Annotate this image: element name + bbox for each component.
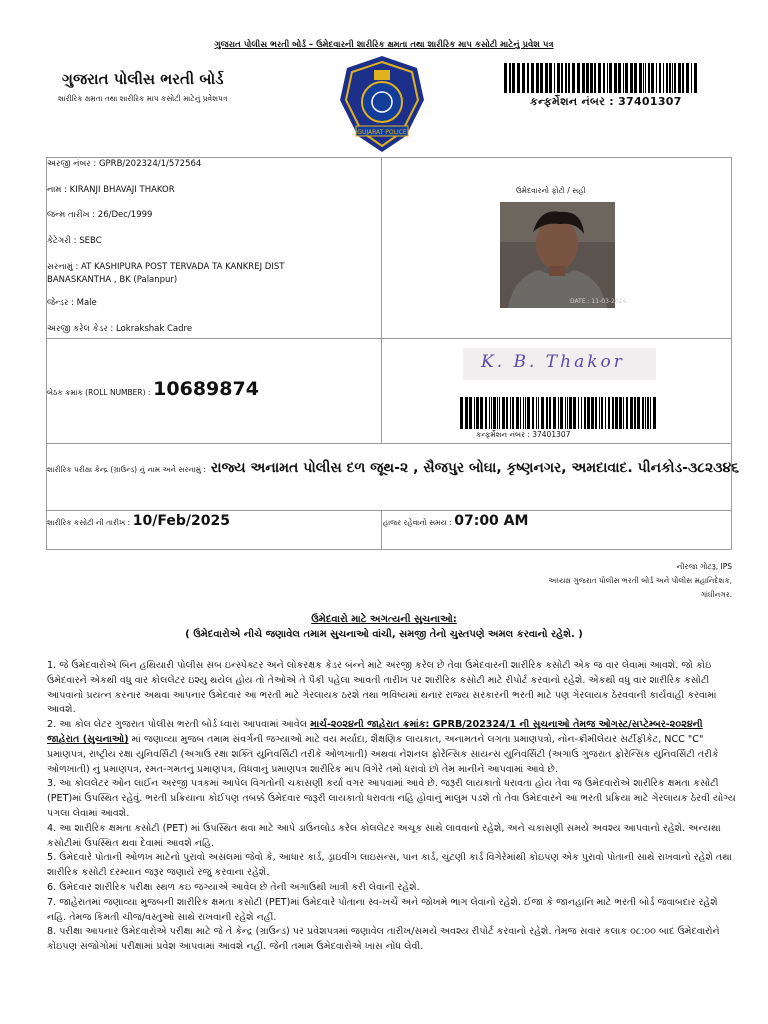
- reporting-time-value: 07:00 AM: [454, 513, 529, 529]
- roll-number-row: [47, 378, 259, 400]
- gender: જેન્ડર : Male: [47, 298, 97, 308]
- instruction-item: 1. જે ઉમેદવારોએ બિન હથિયારી પોલીસ સબ ઇન્સ્પેક્ટર અને લોકરક્ષક કેડર બંન્ને માટે અરજી કરેલ છે તેવા ઉમેદવારની શારીરિક કસોટી એક જ વાર લેવામાં આવશે. જો કોઇ ઉમેદવારને એકથી વધુ વાર કોલલેટર ઇશ્યુ થયેલ હોય તો તેઓએ તે પૈકી પહેલા આવતી તારીખ પર શારીરિક કસોટી માટે રીપોર્ટ કરવાનો રહેશે. એકથી વધુ વાર શારીરિક કસોટી આપવાનો પ્રયત્ન કરનાર અથવા આપનાર ઉમેદવાર આ ભરતી માટે ગેરલાયક ઠરશે તથા ભવિષ્યમાં થનાર રાજ્ય સરકારની ભરતી માટે પણ ગેરલાયક ઠેરવવાની કાર્યવાહી કરવામાં આવશે.: [47, 660, 717, 716]
- confirmation-number-top: કન્ફર્મેશન નંબર : 37401307: [530, 95, 682, 108]
- confirmation-barcode: [460, 397, 658, 429]
- instructions-heading: ઉમેદવારો માટે અગત્યની સુચનાઓ:: [311, 614, 457, 625]
- venue-label: શારીરિક પરીક્ષા કેન્દ્ર (ગ્રાઉન્ડ) નું નામ અને સરનામું :: [47, 465, 206, 474]
- exam-date-row: [47, 513, 230, 529]
- signature-text: K. B. Thakor: [481, 352, 625, 372]
- date-of-birth: જન્મ તારીખ : 26/Dec/1999: [47, 210, 153, 220]
- instruction-item: 2. આ કોલ લેટર ગુજરાત પોલીસ ભરતી બોર્ડ ધ્વારા આપવામાં આવેલ માર્ચ-૨૦૨૪ની જાહેરાત ક્રમાંક: GPRB/202324/1 ની સુચનાઓ તેમજ ઓગસ્ટ/સપ્ટેમ્બર-૨૦૨૪ની જાહેરાત (સુચનાઓ) માં જણાવ્યા મુજબ તમામ સંવર્ગની જગ્યાઓ માટે વય મર્યાદા, શૈક્ષણિક લાયકાત, અનામતને લગતા પ્રમાણપત્રો, નોન-ક્રીમીલેયર સર્ટીફીકેટ, NCC "C" પ્રમાણપત્ર, રાષ્ટ્રીય રક્ષા યુનિવર્સિટી (અગાઉ રક્ષા શક્તિ યુનિવર્સિટી તરીકે ઓળખાતી) અથવા નેશનલ ફોરેન્સિક સાયન્સ યુનિવર્સિટી (અગાઉ ગુજરાત ફોરેન્સિક યુનિવર્સિટી તરીકે ઓળખાતી) નું પ્રમાણપત્ર, રમત-ગમતનું પ્રમાણપત્ર, વિધવાનું પ્રમાણપત્ર શારીરિક માપ વિગેરે તમો ધરાવો છો તેમ માનીને આપવામાં આવે છે.: [47, 719, 719, 775]
- candidate-signature: [463, 348, 656, 380]
- instruction-item: 4. આ શારીરિક ક્ષમતા કસોટી (PET) માં ઉપસ્થિત થવા માટે આપે ડાઉનલોડ કરેલ કોલલેટર અચૂક સાથે લાવવાનો રહેશે, અને ચકાસણી સમયે અવશ્ય આપવાનો રહેશે. અન્યથા કસોટીમાં ઉપસ્થિત થવા દેવામાં આવશે નહિ.: [47, 822, 721, 849]
- exam-venue: [47, 457, 747, 481]
- confirmation-number: કન્ફર્મેશન નંબર : 37401307: [476, 430, 571, 439]
- instruction-item: 8. પરીક્ષા આપનાર ઉમેદવારોએ પરીક્ષા માટે જે તે કેન્દ્ર (ગ્રાઉન્ડ) પર પ્રવેશપત્રમાં જણાવેલ તારીખ/સમયે અવશ્ય રીપોર્ટ કરવાનો રહેશે. તેમજ સવાર કલાક ૦૮:૦૦ બાદ ઉમેદવારોને કોઇપણ સંજોગોમાં પરીક્ષામાં પ્રવેશ આપવામાં આવશે નહીં. જેની તમામ ઉમેદવારોએ ખાસ નોંધ લેવી.: [47, 926, 720, 953]
- roll-number-value: 10689874: [153, 378, 259, 400]
- reporting-time-label: હાજર રહેવાનો સમય :: [383, 518, 452, 527]
- instruction-item: 6. ઉમેદવાર શારીરિક પરીક્ષા સ્થળ કઇ જગ્યાએ આવેલ છે તેની અગાઉથી ખાત્રી કરી લેવાની રહેશે.: [47, 881, 420, 893]
- instructions-list: [47, 659, 737, 955]
- confirmation-barcode-top: [504, 63, 700, 93]
- board-subtitle: શારીરિક ક્ષમતા તથા શારીરિક માપ કસોટી માટેનું પ્રવેશપત્ર: [58, 94, 228, 103]
- address-line-2: BANASKANTHA , BK (Palanpur): [47, 275, 178, 285]
- exam-date-label: શારીરિક કસોટી ની તારીખ :: [47, 518, 131, 527]
- photo-signature-label: ઉમેદવારનો ફોટો / સહી: [516, 186, 586, 195]
- reporting-time-row: [383, 513, 528, 529]
- venue-value: રાજ્ય અનામત પોલીસ દળ જૂથ-૨ , સૈજપુર બોઘા, કૃષ્ણનગર, અમદાવાદ. પીનકોડ-૩૮૨૩૪૬: [210, 460, 740, 476]
- address-line-1: સરનામું : AT KASHIPURA POST TERVADA TA KANKREJ DIST: [47, 262, 285, 272]
- exam-date-value: 10/Feb/2025: [132, 513, 230, 529]
- gujarat-police-emblem: [322, 54, 442, 154]
- candidate-name: નામ : KIRANJI BHAVAJI THAKOR: [47, 185, 175, 195]
- officer-designation: અધ્યક્ષ ગુજરાત પોલીસ ભરતી બોર્ડ અને પોલીસ મહાનિદેશક,: [548, 576, 732, 585]
- instructions-subheading: ( ઉમેદવારોએ નીચે જણાવેલ તમામ સુચનાઓ વાંચી, સમજી તેનો ચુસ્તપણે અમલ કરવાનો રહેશે. ): [185, 629, 583, 640]
- admit-card-title: ગુજરાત પોલીસ ભરતી બોર્ડ – ઉમેદવારની શારીરિક ક્ષમતા તથા શારીરિક માપ કસોટી માટેનું પ્રવેશ પત્ર: [214, 40, 554, 50]
- roll-number-label: બેઠક ક્રમાંક (ROLL NUMBER) :: [47, 388, 151, 397]
- candidate-photo: [500, 202, 627, 308]
- officer-name: નીરજા ગોટરૂ, IPS: [676, 562, 732, 571]
- emblem-text: GUJARAT POLICE: [357, 129, 407, 136]
- instruction-item: 5. ઉમેદવારે પોતાની ઓળખ માટેનો પુરાવો અસલમાં જેવો કે, આધાર કાર્ડ, ડ્રાઇવીંગ લાઇસન્સ, પાન કાર્ડ, ચુંટણી કાર્ડ વિગેરેમાંથી કોઇપણ એક પુરાવો પોતાની સાથે રાખવાનો રહેશે તથા શારીરિક કસોટી દરમ્યાન જરૂર જણાયે રજુ કરવાના રહેશે.: [47, 852, 732, 879]
- officer-place: ગાંધીનગર.: [700, 590, 732, 599]
- board-name: ગુજરાત પોલીસ ભરતી બોર્ડ: [62, 70, 224, 88]
- application-number: અરજી નંબર : GPRB/202324/1/572564: [47, 159, 202, 169]
- svg-text:DATE : 11-03-2024: DATE : 11-03-2024: [570, 298, 627, 305]
- applied-cadre: અરજી કરેલ કેડર : Lokrakshak Cadre: [47, 324, 193, 334]
- category: કેટેગરી : SEBC: [47, 236, 102, 246]
- issuing-officer: [548, 560, 732, 602]
- instruction-item: 3. આ કોલલેટર ઓન લાઈન અરજી પત્રકમાં આપેલ વિગતોની ચકાસણી કર્યા વગર આપવામાં આવે છે. જરૂરી લાયકાતો ધરાવતા હોય તેવા જ ઉમેદવારોએ શારીરિક ક્ષમતા કસોટી (PET)માં ઉપસ્થિત રહેવું. ભરતી પ્રક્રિયાના કોઈપણ તબક્કે ઉમેદવાર જરૂરી લાયકાતો ધરાવતા નહિ હોવાનું માલુમ પડશે તો તેવા ઉમેદવારને આ ભરતી પ્રક્રિયા માટે ગેરલાયક ઠેરવી યોગ્ય પગલા લેવામાં આવશે.: [47, 778, 736, 819]
- instruction-item: 7. જાહેરાતમાં જણાવ્યા મુજબની શારીરિક ક્ષમતા કસોટી (PET)માં ઉમેદવારે પોતાના સ્વ-ખર્ચે અને જોખમે ભાગ લેવાનો રહેશે. ઈજા કે જાનહાનિ માટે ભરતી બોર્ડ જવાબદાર રહેશે નહિ. તેમજ કિંમતી ચીજ/વસ્તુઓ સાથે રાખવાની રહેશે નહીં.: [47, 896, 718, 923]
